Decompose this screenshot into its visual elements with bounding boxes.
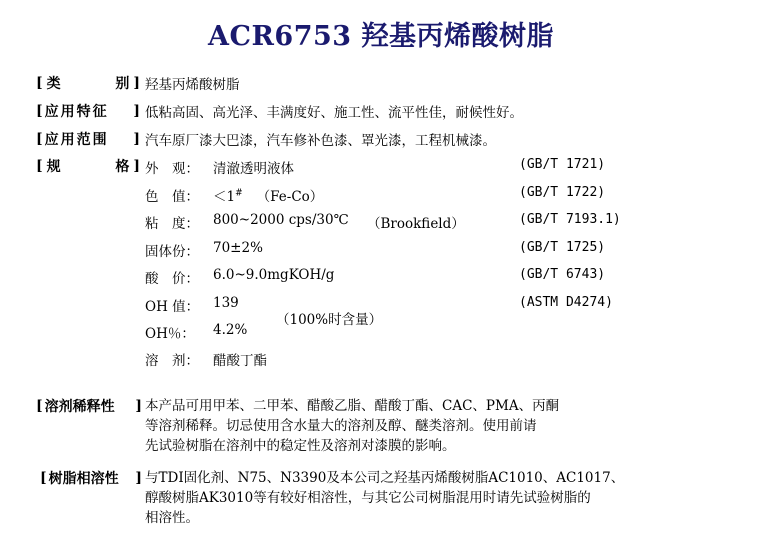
- spec-value: 6.0~9.0mgKOH/g: [213, 267, 335, 283]
- spec-name: 外 观：: [145, 161, 199, 177]
- spec-name: 粘 度：: [145, 216, 199, 232]
- spec-name: OH％：: [145, 326, 195, 342]
- spec-standard: (GB/T 1722): [519, 185, 606, 200]
- compat-label: [ 树脂相溶性 ]: [40, 470, 142, 487]
- spec-value: 清澈透明液体: [213, 161, 294, 177]
- category-value: 羟基丙烯酸树脂: [145, 77, 240, 93]
- spec-name: OH 值：: [145, 299, 200, 315]
- spec-standard: (GB/T 1725): [519, 240, 606, 255]
- category-label: [ 类 别 ]: [36, 75, 140, 92]
- features-value: 低粘高固、高光泽、丰满度好、施工性、流平性佳，耐候性好。: [145, 105, 523, 121]
- spec-standard: (GB/T 1721): [519, 157, 606, 172]
- spec-value: 4.2%: [213, 322, 248, 338]
- features-label: [ 应用特征 ]: [36, 103, 140, 120]
- specs-label: [ 规 格 ]: [36, 158, 140, 175]
- spec-value: ＜1# （Fe-Co）: [213, 188, 324, 205]
- spec-standard: (GB/T 7193.1): [519, 212, 621, 227]
- solvent-label: [ 溶剂稀释性 ]: [36, 398, 142, 415]
- spec-method: （Brookfield）: [367, 216, 465, 232]
- spec-name: 固体份：: [145, 244, 199, 260]
- spec-name: 溶 剂：: [145, 353, 199, 369]
- page-title: ACR6753 羟基丙烯酸树脂: [208, 21, 554, 52]
- spec-value: 醋酸丁酯: [213, 353, 267, 369]
- compat-text: 与TDI固化剂、N75、N3390及本公司之羟基丙烯酸树脂AC1010、AC1017、 醇酸树脂AK3010等有较好相溶性，与其它公司树脂混用时请先试验树脂的 相溶性。: [145, 470, 625, 526]
- oh-content-note: （100%时含量）: [276, 312, 383, 328]
- scope-value: 汽车原厂漆大巴漆，汽车修补色漆、罩光漆，工程机械漆。: [145, 133, 496, 149]
- spec-standard: (ASTM D4274): [519, 295, 613, 310]
- spec-value: 139: [213, 295, 239, 311]
- scope-label: [ 应用范围 ]: [36, 131, 140, 148]
- spec-value: 70±2%: [213, 240, 263, 256]
- spec-standard: (GB/T 6743): [519, 267, 606, 282]
- spec-name: 酸 价：: [145, 271, 199, 287]
- solvent-text: 本产品可用甲苯、二甲苯、醋酸乙脂、醋酸丁酯、CAC、PMA、丙酮 等溶剂稀释。切忌使用含水量大的溶剂及醇、醚类溶剂。使用前请 先试验树脂在溶剂中的稳定性及溶剂对漆膜的影响。: [145, 398, 560, 454]
- spec-value: 800~2000 cps/30℃: [213, 212, 349, 228]
- spec-name: 色 值：: [145, 189, 199, 205]
